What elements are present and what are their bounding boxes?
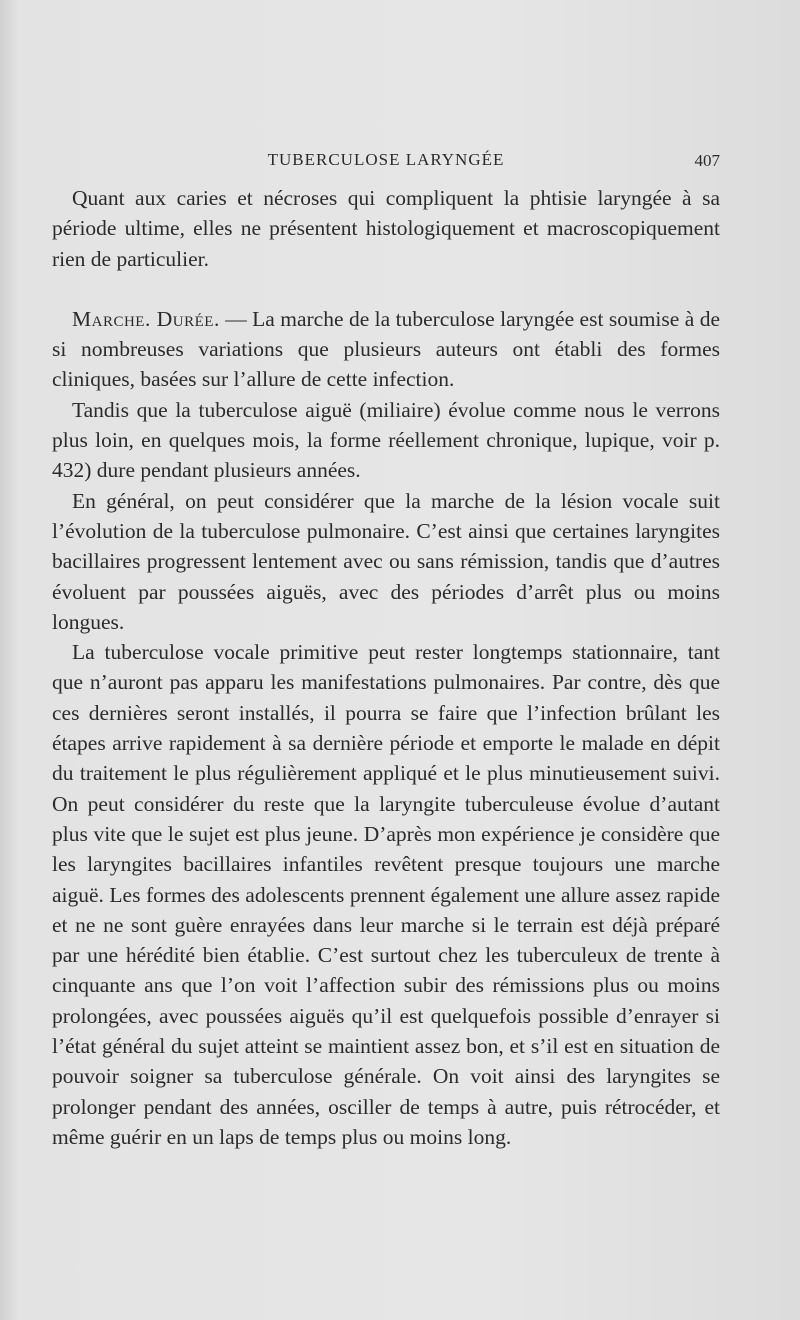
- page-number: 407: [694, 151, 720, 170]
- running-title: TUBERCULOSE LARYNGÉE: [267, 150, 505, 169]
- paragraph-marche: [52, 304, 720, 395]
- paragraph-en-general: En général, on peut considérer que la marche de la lésion vocale suit l’évolution de la tuberculose pulmonaire. C’est ainsi que certaines laryngites bacillaires progressent lentement avec ou sans rémission, tandis que d’autres évoluent par poussées aiguës, avec des périodes d’arrêt plus ou moins longues.: [52, 488, 720, 634]
- paragraph-marche-text: — La marche de la tuberculose laryngée est soumise à de si nombreuses variations que plusieurs auteurs ont établi des formes cliniques, basées sur l’allure de cette infection.: [52, 306, 720, 392]
- page-header: [52, 150, 720, 174]
- body-text: [52, 183, 720, 1152]
- paragraph-tuberculose-aigue: Tandis que la tuberculose aiguë (miliaire) évolue comme nous le verrons plus loin, en quelques mois, la forme réellement chronique, lupique, voir p. 432) dure pendant plusieurs années.: [52, 397, 720, 483]
- paragraph-caries: Quant aux caries et nécroses qui compliquent la phtisie laryngée à sa période ultime, elles ne présentent histologiquement et macroscopiquement rien de particulier.: [52, 186, 720, 271]
- paragraph-tuberculose-vocale: La tuberculose vocale primitive peut rester longtemps stationnaire, tant que n’auront pas apparu les manifestations pulmonaires. Par contre, dès que ces dernières seront installés, il pourra se faire que l’infection brûlant les étapes arrive rapidement à sa dernière période et emporte le malade en dépit du traitement le plus régulièrement appliqué et le plus minutieusement suivi. On peut considérer du reste que la laryngite tuberculeuse évolue d’autant plus vite que le sujet est plus jeune. D’après mon expérience je considère que les laryngites bacillaires infantiles revêtent presque toujours une marche aiguë. Les formes des adolescents prennent également une allure assez rapide et ne ne sont guère enrayées dans leur marche si le terrain est déjà préparé par une hérédité bien établie. C’est surtout chez les tuberculeux de trente à cinquante ans que l’on voit l’affection subir des rémissions plus ou moins prolongées, avec poussées aiguës qu’il est quelquefois possible d’enrayer si l’état général du sujet atteint se maintient assez bon, et s’il est en situation de pouvoir soigner sa tuberculose générale. On voit ainsi des laryngites se prolonger pendant des années, osciller de temps à autre, puis rétrocéder, et même guérir en un laps de temps plus ou moins long.: [52, 640, 720, 1149]
- section-heading-marche-duree: Marche. Durée.: [72, 306, 220, 331]
